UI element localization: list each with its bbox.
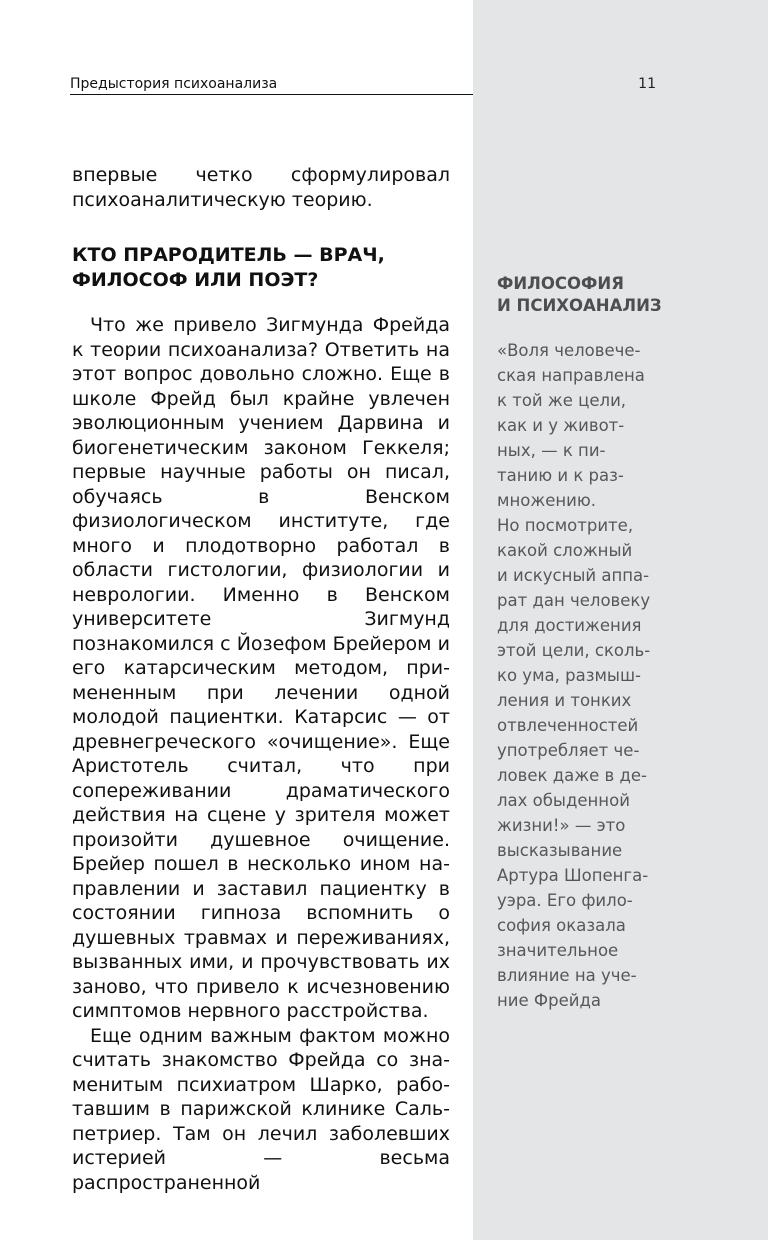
sidebar-quote-line: «Воля человече- — [497, 341, 641, 360]
sidebar-quote-line: для достижения — [497, 616, 642, 635]
sidebar-quote-line: ных, — к пи- — [497, 441, 606, 460]
sidebar-quote-line: ления и тонких — [497, 691, 632, 710]
sidebar-quote-line: ние Фрейда — [497, 991, 601, 1010]
sidebar-quote-line: танию и к раз- — [497, 466, 624, 485]
sidebar-heading-line: И ПСИХОАНАЛИЗ — [497, 296, 662, 315]
sidebar-quote — [497, 338, 747, 1013]
sidebar-quote-line: отвлеченностей — [497, 716, 639, 735]
sidebar-quote-line: рат дан человеку — [497, 591, 651, 610]
sidebar-quote-line: ко ума, размыш- — [497, 666, 642, 685]
sidebar-quote-line: употребляет че- — [497, 741, 640, 760]
body-paragraph: Что же привело Зигмунда Фрейда к теории психоанализа? Ответить на этот вопрос довольно сложно. Еще в школе Фрейд был крайне увлечен эволюционным учением Дарвина и биогенетическим законом Геккеля; первые научные работы он писал, обучаясь в Венском физиологическом институте, где много и плодотворно работал в области гистологии, физиологии и неврологии. Именно в Венском университете Зигмунд познакомился с Йозефом Брейером и его катарсическим методом, примененным при лечении одной молодой пациентки. Катарсис — от древнегреческого «очищение». Еще Аристотель считал, что при сопереживании драматического действия на сцене у зрителя может произойти душевное очищение. Брейер пошел в несколько ином направлении и заставил пациентку в состоянии гипноза вспомнить о душевных травмах и переживаниях, вызванных ими, и прочувствовать их заново, что привело к исчезновению симптомов нервного расстройства. — [72, 314, 450, 1022]
sidebar-quote-line: уэра. Его фило- — [497, 891, 633, 910]
sidebar-quote-line: ловек даже в де- — [497, 766, 647, 785]
section-heading-line: КТО ПРАРОДИТЕЛЬ — ВРАЧ, — [72, 244, 385, 266]
sidebar-heading — [497, 273, 747, 317]
sidebar-heading-line: ФИЛОСОФИЯ — [497, 274, 624, 293]
sidebar-quote-line: какой сложный — [497, 541, 633, 560]
body-paragraph: Еще одним важным фактом можно считать знакомство Фрейда со знаменитым психиатром Шарко, работавшим в парижской клинике Сальпетриер. Там он лечил заболевших истерией — весьма распространенной — [72, 1024, 450, 1194]
sidebar-quote-line: влияние на уче- — [497, 966, 637, 985]
sidebar-quote-line: значительное — [497, 941, 619, 960]
sidebar-quote-line: жизни!» — это — [497, 816, 626, 835]
page-number: 11 — [638, 76, 656, 92]
sidebar-quote-line: высказывание — [497, 841, 623, 860]
sidebar-quote-line: Но посмотрите, — [497, 516, 634, 535]
header-rule — [70, 94, 473, 95]
sidebar-quote-line: лах обыденной — [497, 791, 630, 810]
sidebar-quote-line: и искусный аппа- — [497, 566, 650, 585]
sidebar-quote-line: Артура Шопенга- — [497, 866, 649, 885]
sidebar-quote-line: как и у живот- — [497, 416, 625, 435]
intro-paragraph-block — [72, 163, 450, 212]
sidebar-quote-line: этой цели, сколь- — [497, 641, 651, 660]
sidebar-quote-line: к той же цели, — [497, 391, 627, 410]
sidebar-quote-line: ская направлена — [497, 366, 645, 385]
sidebar-quote-line: софия оказала — [497, 916, 626, 935]
main-text — [72, 313, 450, 1195]
running-title: Предыстория психоанализа — [70, 76, 278, 92]
section-heading — [72, 243, 452, 293]
intro-paragraph: впервые четко сформулировал психоаналитическую теорию. — [72, 164, 450, 211]
sidebar-quote-line: множению. — [497, 491, 596, 510]
section-heading-line: ФИЛОСОФ ИЛИ ПОЭТ? — [72, 269, 319, 291]
